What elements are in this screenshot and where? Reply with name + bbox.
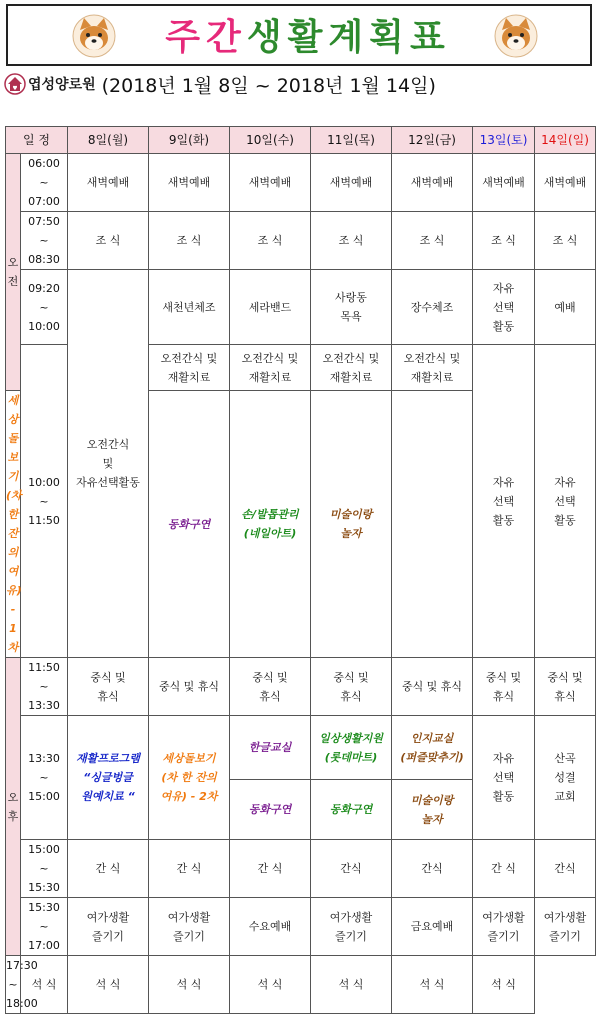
- schedule-cell: 석 식: [21, 956, 68, 1014]
- schedule-cell: 오전간식 및 재활치료: [230, 345, 311, 391]
- schedule-cell: 인지교실 (퍼즐맞추기): [392, 716, 473, 780]
- schedule-cell: 새벽예배: [311, 154, 392, 212]
- schedule-cell: 중식 및 휴식: [473, 658, 535, 716]
- pm-label: [6, 658, 21, 956]
- schedule-cell: 세상돌보기 (차 한 잔의 여유) - 1차: [6, 391, 21, 658]
- schedule-cell: 새벽예배: [149, 154, 230, 212]
- day-header: 10일(수): [230, 127, 311, 154]
- table-row: [6, 716, 596, 780]
- day-header: 8일(월): [68, 127, 149, 154]
- schedule-cell: 조 식: [68, 212, 149, 270]
- subtitle: [4, 70, 436, 98]
- title-char: 간: [206, 17, 247, 58]
- schedule-cell: 간식: [535, 840, 596, 898]
- table-row: [6, 898, 596, 956]
- corner-header: 일 정: [6, 127, 68, 154]
- schedule-cell: 석 식: [473, 956, 535, 1014]
- schedule-cell: 석 식: [230, 956, 311, 1014]
- schedule-cell: 여가생활 즐기기: [311, 898, 392, 956]
- schedule-cell: 사랑동 목욕: [311, 270, 392, 345]
- title-char: 획: [369, 17, 410, 58]
- schedule-cell: 새벽예배: [230, 154, 311, 212]
- schedule-cell: 새벽예배: [392, 154, 473, 212]
- day-header-saturday: 13일(토): [473, 127, 535, 154]
- schedule-cell: 세라밴드: [230, 270, 311, 345]
- schedule-cell: 석 식: [149, 956, 230, 1014]
- schedule-cell: 간 식: [149, 840, 230, 898]
- shiba-dog-icon: [72, 14, 116, 58]
- schedule-cell: 중식 및 휴식: [68, 658, 149, 716]
- schedule-cell: 여가생활 즐기기: [149, 898, 230, 956]
- time-cell: 13:30 ~ 15:00: [21, 716, 68, 840]
- title-box: [6, 4, 592, 66]
- schedule-cell: 석 식: [311, 956, 392, 1014]
- shiba-dog-icon: [494, 14, 538, 58]
- title-char: 표: [409, 17, 451, 58]
- schedule-cell: 미술이랑 놀자: [311, 391, 392, 658]
- schedule-cell: 여가생활 즐기기: [473, 898, 535, 956]
- day-header: 9일(화): [149, 127, 230, 154]
- date-range: (2018년 1월 8일 ~ 2018년 1월 14일): [101, 74, 436, 97]
- time-cell: 09:20 ~ 10:00: [21, 270, 68, 345]
- day-header-sunday: 14일(일): [535, 127, 596, 154]
- schedule-cell: 중식 및 휴식: [149, 658, 230, 716]
- schedule-cell: 일상생활지원 (롯데마트): [311, 716, 392, 780]
- table-row: [6, 658, 596, 716]
- schedule-cell: 산곡 성결 교회: [535, 716, 596, 840]
- schedule-cell: 재활프로그램 “싱글벙글 원예치료 “: [68, 716, 149, 840]
- schedule-cell: 석 식: [68, 956, 149, 1014]
- schedule-cell: 석 식: [392, 956, 473, 1014]
- time-cell: 17:30 ~ 18:00: [6, 956, 21, 1014]
- schedule-cell: 동화구연: [149, 391, 230, 658]
- schedule-cell: 금요예배: [392, 898, 473, 956]
- schedule-cell: 미술이랑 놀자: [392, 780, 473, 840]
- schedule-cell: 여가생활 즐기기: [68, 898, 149, 956]
- pm-char: 후: [7, 809, 19, 823]
- table-row: [6, 840, 596, 898]
- schedule-cell: 오전간식 및 자유선택활동: [68, 270, 149, 658]
- day-header: 11일(목): [311, 127, 392, 154]
- schedule-cell: 간 식: [473, 840, 535, 898]
- am-char: 오: [7, 256, 19, 269]
- nursing-home-logo-icon: [4, 73, 26, 95]
- schedule-cell: 새천년체조: [149, 270, 230, 345]
- table-row: [6, 956, 596, 1014]
- schedule-cell: 수요예배: [230, 898, 311, 956]
- schedule-cell: 자유 선택 활동: [473, 716, 535, 840]
- am-label: [6, 154, 21, 391]
- title-char: 생: [246, 17, 288, 58]
- title-char: 활: [287, 17, 329, 58]
- schedule-cell: 세상돌보기 (차 한 잔의 여유) - 2차: [149, 716, 230, 840]
- schedule-cell: 조 식: [535, 212, 596, 270]
- time-cell: 06:00 ~ 07:00: [21, 154, 68, 212]
- schedule-cell: 자유 선택 활동: [473, 270, 535, 345]
- table-row: [6, 212, 596, 270]
- schedule-cell: 동화구연: [230, 780, 311, 840]
- weekly-schedule-table: [5, 126, 596, 1014]
- table-row: [6, 270, 596, 345]
- schedule-cell: 오전간식 및 재활치료: [392, 345, 473, 391]
- time-cell: 11:50 ~ 13:30: [21, 658, 68, 716]
- schedule-cell: 중식 및 휴식: [392, 658, 473, 716]
- time-cell: 07:50 ~ 08:30: [21, 212, 68, 270]
- schedule-cell: 새벽예배: [535, 154, 596, 212]
- schedule-cell: 조 식: [230, 212, 311, 270]
- schedule-cell: 중식 및 휴식: [535, 658, 596, 716]
- schedule-cell: 한글교실: [230, 716, 311, 780]
- schedule-cell: 간식: [311, 840, 392, 898]
- pm-char: 오: [7, 790, 19, 804]
- schedule-cell: 중식 및 휴식: [230, 658, 311, 716]
- schedule-cell: 자유 선택 활동: [473, 345, 535, 658]
- schedule-cell: 오전간식 및 재활치료: [149, 345, 230, 391]
- schedule-cell: 조 식: [392, 212, 473, 270]
- schedule-cell: 새벽예배: [473, 154, 535, 212]
- title-char: 주: [165, 17, 207, 58]
- schedule-cell: 간 식: [68, 840, 149, 898]
- am-char: 전: [7, 275, 19, 288]
- schedule-cell: 자유 선택 활동: [535, 345, 596, 658]
- time-cell: 15:00 ~ 15:30: [21, 840, 68, 898]
- schedule-cell: 중식 및 휴식: [311, 658, 392, 716]
- org-name: 엽성양로원: [28, 77, 96, 93]
- title-char: 계: [328, 17, 370, 58]
- schedule-cell: 새벽예배: [68, 154, 149, 212]
- schedule-cell: 간 식: [230, 840, 311, 898]
- schedule-cell: 예배: [535, 270, 596, 345]
- schedule-cell: 손/발톱관리 (네일아트): [230, 391, 311, 658]
- schedule-cell: 동화구연: [311, 780, 392, 840]
- schedule-cell: 조 식: [149, 212, 230, 270]
- time-cell: 10:00 ~ 11:50: [21, 345, 68, 658]
- table-row: [6, 154, 596, 212]
- schedule-cell: 여가생활 즐기기: [535, 898, 596, 956]
- schedule-cell: 조 식: [473, 212, 535, 270]
- time-cell: 15:30 ~ 17:00: [21, 898, 68, 956]
- header-row: [6, 127, 596, 154]
- day-header: 12일(금): [392, 127, 473, 154]
- schedule-cell: 조 식: [311, 212, 392, 270]
- page-title: [128, 16, 488, 60]
- schedule-cell: 장수체조: [392, 270, 473, 345]
- schedule-cell: 오전간식 및 재활치료: [311, 345, 392, 391]
- schedule-cell: 간식: [392, 840, 473, 898]
